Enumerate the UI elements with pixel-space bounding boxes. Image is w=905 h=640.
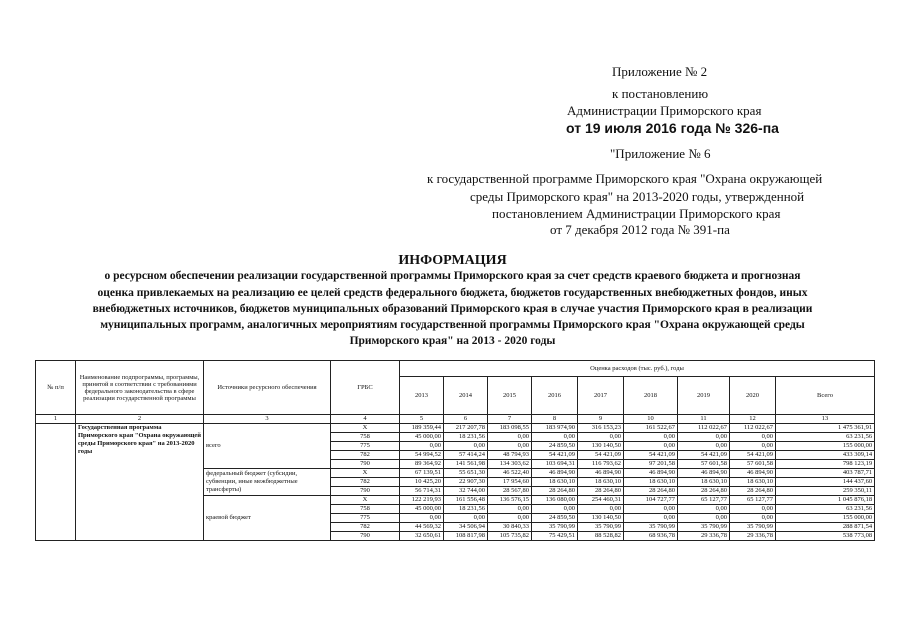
value-cell: 141 561,98 <box>444 460 488 469</box>
value-cell: 97 201,58 <box>624 460 678 469</box>
grbs-cell: 782 <box>331 523 400 532</box>
value-cell: 0,00 <box>678 442 730 451</box>
value-cell: 105 735,82 <box>488 532 532 541</box>
value-cell: 130 140,50 <box>578 514 624 523</box>
value-cell: 18 630,10 <box>532 478 578 487</box>
column-number: 5 <box>400 415 444 424</box>
value-cell: 88 528,82 <box>578 532 624 541</box>
value-cell: 0,00 <box>678 505 730 514</box>
value-cell: 0,00 <box>532 433 578 442</box>
value-cell: 0,00 <box>730 514 776 523</box>
value-cell: 183 098,55 <box>488 424 532 433</box>
value-cell: 24 859,50 <box>532 442 578 451</box>
year-header: 2013 <box>400 377 444 415</box>
value-cell: 54 421,09 <box>730 451 776 460</box>
value-cell: 161 522,67 <box>624 424 678 433</box>
column-number: 6 <box>444 415 488 424</box>
value-cell: 130 140,50 <box>578 442 624 451</box>
grbs-cell: Х <box>331 469 400 478</box>
value-cell: 433 309,14 <box>776 451 875 460</box>
value-cell: 32 744,00 <box>444 487 488 496</box>
column-number: 10 <box>624 415 678 424</box>
column-number: 1 <box>36 415 76 424</box>
value-cell: 68 936,78 <box>624 532 678 541</box>
value-cell: 45 000,00 <box>400 505 444 514</box>
value-cell: 183 974,90 <box>532 424 578 433</box>
value-cell: 254 460,31 <box>578 496 624 505</box>
value-cell: 155 000,00 <box>776 442 875 451</box>
value-cell: 29 336,78 <box>730 532 776 541</box>
value-cell: 0,00 <box>678 433 730 442</box>
value-cell: 0,00 <box>730 442 776 451</box>
value-cell: 1 045 876,18 <box>776 496 875 505</box>
value-cell: 46 894,90 <box>578 469 624 478</box>
value-cell: 189 359,44 <box>400 424 444 433</box>
title-line1: о ресурсном обеспечении реализации государственной программы Приморского края за счет средств краевого бюджета и прогнозная <box>104 270 801 282</box>
grbs-cell: 782 <box>331 478 400 487</box>
column-number: 3 <box>204 415 331 424</box>
value-cell: 0,00 <box>578 433 624 442</box>
value-cell: 35 790,99 <box>678 523 730 532</box>
title-line4: муниципальных программ, аналогичных мероприятиям государственной программы Приморского края "Охрана окружающей среды <box>100 319 805 331</box>
resource-table <box>35 360 875 541</box>
value-cell: 46 894,90 <box>678 469 730 478</box>
value-cell: 136 080,00 <box>532 496 578 505</box>
value-cell: 35 790,99 <box>730 523 776 532</box>
value-cell: 0,00 <box>532 505 578 514</box>
value-cell: 28 264,80 <box>678 487 730 496</box>
value-cell: 46 894,90 <box>624 469 678 478</box>
header-line4: от 7 декабря 2012 года № 391-па <box>550 222 730 237</box>
value-cell: 161 556,48 <box>444 496 488 505</box>
value-cell: 1 475 361,91 <box>776 424 875 433</box>
value-cell: 0,00 <box>488 442 532 451</box>
value-cell: 0,00 <box>488 505 532 514</box>
title-line2: оценка привлекаемых на реализацию ее целей средств федерального бюджета, бюджетов государственных внебюджетных фондов, иных <box>97 287 808 299</box>
value-cell: 28 264,80 <box>532 487 578 496</box>
grbs-cell: 790 <box>331 532 400 541</box>
program-name: Государственная программа Приморского края "Охрана окружающей среды Приморского края" на 2013-2020 годы <box>76 424 204 541</box>
value-cell: 67 139,51 <box>400 469 444 478</box>
header-grbs: ГРБС <box>331 361 400 415</box>
value-cell: 54 421,09 <box>532 451 578 460</box>
value-cell: 28 264,80 <box>624 487 678 496</box>
value-cell: 0,00 <box>678 514 730 523</box>
grbs-cell: 758 <box>331 433 400 442</box>
value-cell: 63 231,56 <box>776 433 875 442</box>
value-cell: 46 522,40 <box>488 469 532 478</box>
value-cell: 54 421,09 <box>624 451 678 460</box>
value-cell: 75 429,51 <box>532 532 578 541</box>
value-cell: 28 264,80 <box>578 487 624 496</box>
title-line3: внебюджетных источников, бюджетов муниципальных образований Приморского края в случае участия Приморского края в реализации <box>92 303 813 315</box>
value-cell: 0,00 <box>400 514 444 523</box>
grbs-cell: 758 <box>331 505 400 514</box>
grbs-cell: 775 <box>331 442 400 451</box>
date-stamp: от 19 июля 2016 года № 326-па <box>566 120 779 136</box>
value-cell: 0,00 <box>400 442 444 451</box>
value-cell: 34 506,94 <box>444 523 488 532</box>
value-cell: 108 817,98 <box>444 532 488 541</box>
value-cell: 22 907,30 <box>444 478 488 487</box>
value-cell: 35 790,99 <box>532 523 578 532</box>
value-cell: 32 650,61 <box>400 532 444 541</box>
table-row <box>36 424 875 433</box>
row-number <box>36 424 76 541</box>
value-cell: 134 303,62 <box>488 460 532 469</box>
value-cell: 0,00 <box>578 505 624 514</box>
year-header: 2017 <box>578 377 624 415</box>
value-cell: 136 576,15 <box>488 496 532 505</box>
year-header: 2018 <box>624 377 678 415</box>
value-cell: 217 207,78 <box>444 424 488 433</box>
value-cell: 55 651,30 <box>444 469 488 478</box>
value-cell: 0,00 <box>624 433 678 442</box>
value-cell: 65 127,77 <box>678 496 730 505</box>
grbs-cell: Х <box>331 424 400 433</box>
value-cell: 24 859,50 <box>532 514 578 523</box>
value-cell: 0,00 <box>444 442 488 451</box>
value-cell: 28 567,80 <box>488 487 532 496</box>
column-number: 13 <box>776 415 875 424</box>
value-cell: 0,00 <box>730 433 776 442</box>
value-cell: 316 153,23 <box>578 424 624 433</box>
value-cell: 35 790,99 <box>624 523 678 532</box>
year-header: 2020 <box>730 377 776 415</box>
value-cell: 57 601,58 <box>678 460 730 469</box>
value-cell: 112 022,67 <box>730 424 776 433</box>
year-header: Всего <box>776 377 875 415</box>
value-cell: 57 601,58 <box>730 460 776 469</box>
administration-label: Администрации Приморского края <box>567 103 762 118</box>
value-cell: 89 364,92 <box>400 460 444 469</box>
header-estimate: Оценка расходов (тыс. руб.), годы <box>400 361 875 377</box>
value-cell: 112 022,67 <box>678 424 730 433</box>
value-cell: 54 421,09 <box>678 451 730 460</box>
header-num: № п/п <box>36 361 76 415</box>
to-resolution: к постановлению <box>612 86 709 101</box>
value-cell: 144 437,60 <box>776 478 875 487</box>
value-cell: 403 787,71 <box>776 469 875 478</box>
header-line1: к государственной программе Приморского края "Охрана окружающей <box>427 171 823 186</box>
value-cell: 0,00 <box>624 514 678 523</box>
grbs-cell: 775 <box>331 514 400 523</box>
value-cell: 18 630,10 <box>730 478 776 487</box>
value-cell: 18 630,10 <box>578 478 624 487</box>
value-cell: 0,00 <box>488 433 532 442</box>
value-cell: 0,00 <box>624 505 678 514</box>
header-line2: среды Приморского края" на 2013-2020 годы, утвержденной <box>470 189 805 204</box>
year-header: 2014 <box>444 377 488 415</box>
year-header: 2016 <box>532 377 578 415</box>
value-cell: 30 840,33 <box>488 523 532 532</box>
value-cell: 46 894,90 <box>532 469 578 478</box>
value-cell: 65 127,77 <box>730 496 776 505</box>
value-cell: 63 231,56 <box>776 505 875 514</box>
value-cell: 10 425,20 <box>400 478 444 487</box>
grbs-cell: 782 <box>331 451 400 460</box>
source-cell: всего <box>204 424 331 469</box>
value-cell: 122 219,93 <box>400 496 444 505</box>
column-number: 12 <box>730 415 776 424</box>
value-cell: 155 000,00 <box>776 514 875 523</box>
value-cell: 57 414,24 <box>444 451 488 460</box>
value-cell: 116 793,62 <box>578 460 624 469</box>
value-cell: 54 421,09 <box>578 451 624 460</box>
grbs-cell: 790 <box>331 487 400 496</box>
value-cell: 798 123,19 <box>776 460 875 469</box>
column-number: 11 <box>678 415 730 424</box>
appendix6-label: "Приложение № 6 <box>610 146 711 161</box>
appendix-label: Приложение № 2 <box>612 64 708 79</box>
column-number: 9 <box>578 415 624 424</box>
value-cell: 54 994,52 <box>400 451 444 460</box>
value-cell: 18 231,56 <box>444 505 488 514</box>
value-cell: 28 264,80 <box>730 487 776 496</box>
column-number: 7 <box>488 415 532 424</box>
value-cell: 104 727,77 <box>624 496 678 505</box>
value-cell: 288 871,54 <box>776 523 875 532</box>
document-title: ИНФОРМАЦИЯ <box>398 253 507 268</box>
source-cell: федеральный бюджет (субсидии, субвенции, иные межбюджетные трансферты) <box>204 469 331 496</box>
value-cell: 35 790,99 <box>578 523 624 532</box>
value-cell: 17 954,60 <box>488 478 532 487</box>
value-cell: 259 350,11 <box>776 487 875 496</box>
value-cell: 0,00 <box>444 514 488 523</box>
year-header: 2019 <box>678 377 730 415</box>
column-number: 2 <box>76 415 204 424</box>
column-number: 8 <box>532 415 578 424</box>
header-line3: постановлением Администрации Приморского края <box>492 206 781 221</box>
value-cell: 103 694,31 <box>532 460 578 469</box>
value-cell: 44 569,32 <box>400 523 444 532</box>
column-number: 4 <box>331 415 400 424</box>
value-cell: 18 231,56 <box>444 433 488 442</box>
source-cell: краевой бюджет <box>204 496 331 541</box>
value-cell: 56 714,31 <box>400 487 444 496</box>
value-cell: 0,00 <box>624 442 678 451</box>
grbs-cell: Х <box>331 496 400 505</box>
value-cell: 0,00 <box>488 514 532 523</box>
grbs-cell: 790 <box>331 460 400 469</box>
value-cell: 45 000,00 <box>400 433 444 442</box>
header-source: Источники ресурсного обеспечения <box>204 361 331 415</box>
title-line5: Приморского края" на 2013 - 2020 годы <box>349 335 556 347</box>
header-name: Наименование подпрограммы, программы, принятой в соответствии с требованиями федерального законодательства в сфере реализации государственной программы <box>76 361 204 415</box>
value-cell: 0,00 <box>730 505 776 514</box>
value-cell: 18 630,10 <box>624 478 678 487</box>
value-cell: 538 773,08 <box>776 532 875 541</box>
year-header: 2015 <box>488 377 532 415</box>
value-cell: 29 336,78 <box>678 532 730 541</box>
value-cell: 18 630,10 <box>678 478 730 487</box>
value-cell: 46 894,90 <box>730 469 776 478</box>
value-cell: 48 794,93 <box>488 451 532 460</box>
